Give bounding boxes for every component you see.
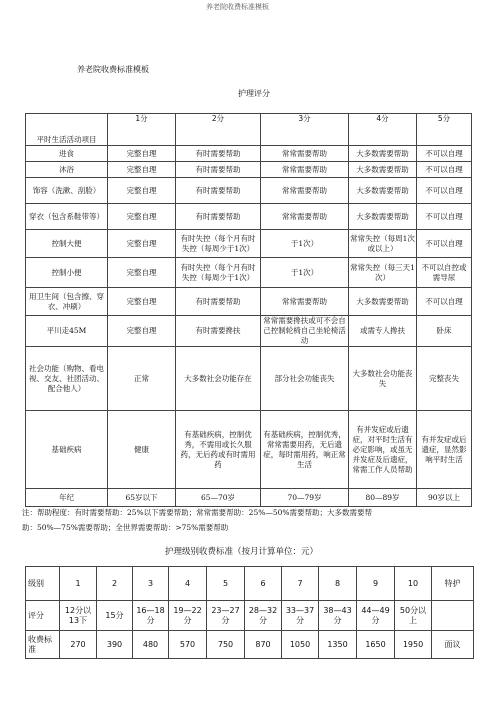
eval-cell: 健康 <box>108 411 176 489</box>
fee-score-cell: 12分以13下 <box>60 601 97 631</box>
eval-cell: 常常需要帮助 <box>261 204 349 230</box>
eval-row <box>26 162 472 178</box>
activity-item: 社会功能（购物、看电视、交友、社团活动、配合他人） <box>26 347 108 411</box>
eval-cell: 常常失控（每周1次或以上） <box>349 230 417 258</box>
fee-level-cell: 8 <box>319 567 357 601</box>
eval-row <box>26 204 472 230</box>
eval-cell: 常常失控（每三天1次） <box>349 258 417 288</box>
fee-row-label: 收费标准 <box>26 631 60 659</box>
eval-cell: 于1次） <box>261 230 349 258</box>
activity-item: 控制大便 <box>26 230 108 258</box>
eval-cell: 完整自理 <box>108 316 176 347</box>
fee-table-title: 护理级别收费标准（按月计算单位：元） <box>165 547 319 557</box>
eval-cell: 不可以自理 <box>417 204 472 230</box>
activity-item: 沐浴 <box>26 162 108 178</box>
fee-score-cell: 23—27分 <box>207 601 245 631</box>
eval-cell: 有基础疾病，控制优秀，不需用或长久服药，无后药或有时需用药 <box>176 411 261 489</box>
fee-level-cell: 7 <box>282 567 319 601</box>
eval-cell: 有时需要帮助 <box>176 162 261 178</box>
fee-score-cell: 28—32分 <box>245 601 282 631</box>
fee-score-cell: 16—18分 <box>133 601 169 631</box>
fee-fee-cell: 1350 <box>319 631 357 659</box>
fee-row-label: 评分 <box>26 601 60 631</box>
eval-cell: 有时失控（每个月有时失控（每周少于1次） <box>176 230 261 258</box>
eval-row <box>26 288 472 316</box>
section-title: 护理评分 <box>238 89 270 98</box>
fee-score-cell: 15分 <box>97 601 133 631</box>
fee-score-cell: 44—49分 <box>357 601 395 631</box>
eval-cell: 常常需要帮助 <box>261 178 349 204</box>
eval-cell: 大多数需要帮助 <box>349 288 417 316</box>
age-cell: 65岁以下 <box>108 489 176 507</box>
score-header: 4分 <box>349 114 417 146</box>
age-cell: 90岁以上 <box>417 489 472 507</box>
fee-row-label: 级别 <box>26 567 60 601</box>
eval-cell: 有并发症或后遗症，显然影响平时生活 <box>417 411 472 489</box>
eval-cell: 常常需要帮助 <box>261 146 349 162</box>
fee-fee-cell: 480 <box>133 631 169 659</box>
fee-score-cell <box>432 601 474 631</box>
eval-cell: 有时失控（每个月有时失控（每周少于1次） <box>176 258 261 288</box>
corner-label: 平时生活活动项目 <box>26 114 108 146</box>
score-header: 5分 <box>417 114 472 146</box>
eval-cell: 有并发症或后遗症，对平时生活有必定影响，或虽无并发症及后遗症，常需工作人员帮助 <box>349 411 417 489</box>
eval-cell: 有时需要帮助 <box>176 178 261 204</box>
activity-item: 用卫生间（包含擦、穿衣、冲刷） <box>26 288 108 316</box>
eval-row <box>26 411 472 489</box>
note-line-2: 助：50%—75%需要帮助；全世界需要帮助：>75%需要帮助 <box>22 523 229 532</box>
eval-row <box>26 316 472 347</box>
fee-fee-cell: 面议 <box>432 631 474 659</box>
age-cell: 65—70岁 <box>176 489 261 507</box>
eval-cell: 完整自理 <box>108 258 176 288</box>
age-cell: 70—79岁 <box>261 489 349 507</box>
eval-row <box>26 258 472 288</box>
fee-row-fee <box>26 631 474 659</box>
eval-cell: 有时需要帮助 <box>176 288 261 316</box>
fee-score-cell: 19—22分 <box>169 601 207 631</box>
age-row <box>26 489 472 507</box>
fee-fee-cell: 1050 <box>282 631 319 659</box>
activity-item: 控制小便 <box>26 258 108 288</box>
fee-score-cell: 38—43分 <box>319 601 357 631</box>
score-header: 1分 <box>108 114 176 146</box>
activity-item: 穿衣（包含系鞋带等） <box>26 204 108 230</box>
fee-fee-cell: 870 <box>245 631 282 659</box>
age-label: 年纪 <box>26 489 108 507</box>
fee-fee-cell: 1650 <box>357 631 395 659</box>
care-evaluation-table <box>25 113 472 507</box>
fee-standard-table <box>25 566 474 659</box>
eval-cell: 正常 <box>108 347 176 411</box>
eval-row <box>26 146 472 162</box>
fee-fee-cell: 390 <box>97 631 133 659</box>
eval-cell: 大多数需要帮助 <box>349 146 417 162</box>
eval-cell: 大多数社会功能丧失 <box>349 347 417 411</box>
fee-level-cell: 9 <box>357 567 395 601</box>
score-header: 2分 <box>176 114 261 146</box>
eval-cell: 不可以自理 <box>417 162 472 178</box>
eval-cell: 完整自理 <box>108 178 176 204</box>
eval-cell: 大多数社会功能存在 <box>176 347 261 411</box>
fee-fee-cell: 270 <box>60 631 97 659</box>
fee-fee-cell: 1950 <box>395 631 432 659</box>
eval-cell: 不可以自理 <box>417 146 472 162</box>
fee-level-cell: 6 <box>245 567 282 601</box>
eval-row <box>26 230 472 258</box>
fee-score-cell: 50分以上 <box>395 601 432 631</box>
eval-cell: 常常需要搀扶或可不会自己控制轮椅自己坐轮椅活动 <box>261 316 349 347</box>
eval-cell: 完整丧失 <box>417 347 472 411</box>
fee-fee-cell: 750 <box>207 631 245 659</box>
eval-cell: 不可以自控或需导尿 <box>417 258 472 288</box>
eval-cell: 完整自理 <box>108 162 176 178</box>
fee-level-cell: 1 <box>60 567 97 601</box>
fee-row-level <box>26 567 474 601</box>
eval-row <box>26 178 472 204</box>
eval-cell: 常常需要帮助 <box>261 288 349 316</box>
eval-cell: 或需专人搀扶 <box>349 316 417 347</box>
eval-cell: 完整自理 <box>108 288 176 316</box>
activity-item: 基础疾病 <box>26 411 108 489</box>
eval-cell: 有时需要搀扶 <box>176 316 261 347</box>
eval-cell: 大多数需要帮助 <box>349 162 417 178</box>
fee-level-cell: 10 <box>395 567 432 601</box>
eval-cell: 有基础疾病，控制优秀，常常需要用药，无后遗症，每时需用药，响正常生活 <box>261 411 349 489</box>
fee-level-cell: 4 <box>169 567 207 601</box>
eval-cell: 部分社会功能丧失 <box>261 347 349 411</box>
fee-score-cell: 33—37分 <box>282 601 319 631</box>
eval-cell: 完整自理 <box>108 230 176 258</box>
fee-level-cell: 3 <box>133 567 169 601</box>
age-cell: 80—89岁 <box>349 489 417 507</box>
eval-header-row <box>26 114 472 146</box>
fee-fee-cell: 570 <box>169 631 207 659</box>
eval-cell: 大多数需要帮助 <box>349 204 417 230</box>
eval-cell: 有时需要帮助 <box>176 204 261 230</box>
eval-cell: 卧床 <box>417 316 472 347</box>
activity-item: 平川走45M <box>26 316 108 347</box>
fee-row-score <box>26 601 474 631</box>
activity-item: 进食 <box>26 146 108 162</box>
eval-cell: 完整自理 <box>108 146 176 162</box>
fee-level-cell: 5 <box>207 567 245 601</box>
activity-item: 饰容（洗漱、刮脸） <box>26 178 108 204</box>
eval-row <box>26 347 472 411</box>
fee-level-cell: 特护 <box>432 567 474 601</box>
page-header: 养老院收费标准模板 <box>206 3 269 11</box>
eval-cell: 不可以自理 <box>417 288 472 316</box>
fee-level-cell: 2 <box>97 567 133 601</box>
eval-cell: 于1次） <box>261 258 349 288</box>
eval-cell: 不可以自理 <box>417 230 472 258</box>
score-header: 3分 <box>261 114 349 146</box>
document-title: 养老院收费标准模板 <box>77 65 149 74</box>
eval-cell: 大多数需要帮助 <box>349 178 417 204</box>
eval-cell: 常常需要帮助 <box>261 162 349 178</box>
eval-cell: 有时需要帮助 <box>176 146 261 162</box>
eval-cell: 完整自理 <box>108 204 176 230</box>
note-line-1: 注：帮助程度：有时需要帮助：25%以下需要帮助；常常需要帮助：25%—50%需要帮助；大多数需要帮 <box>22 508 373 517</box>
eval-cell: 不可以自理 <box>417 178 472 204</box>
